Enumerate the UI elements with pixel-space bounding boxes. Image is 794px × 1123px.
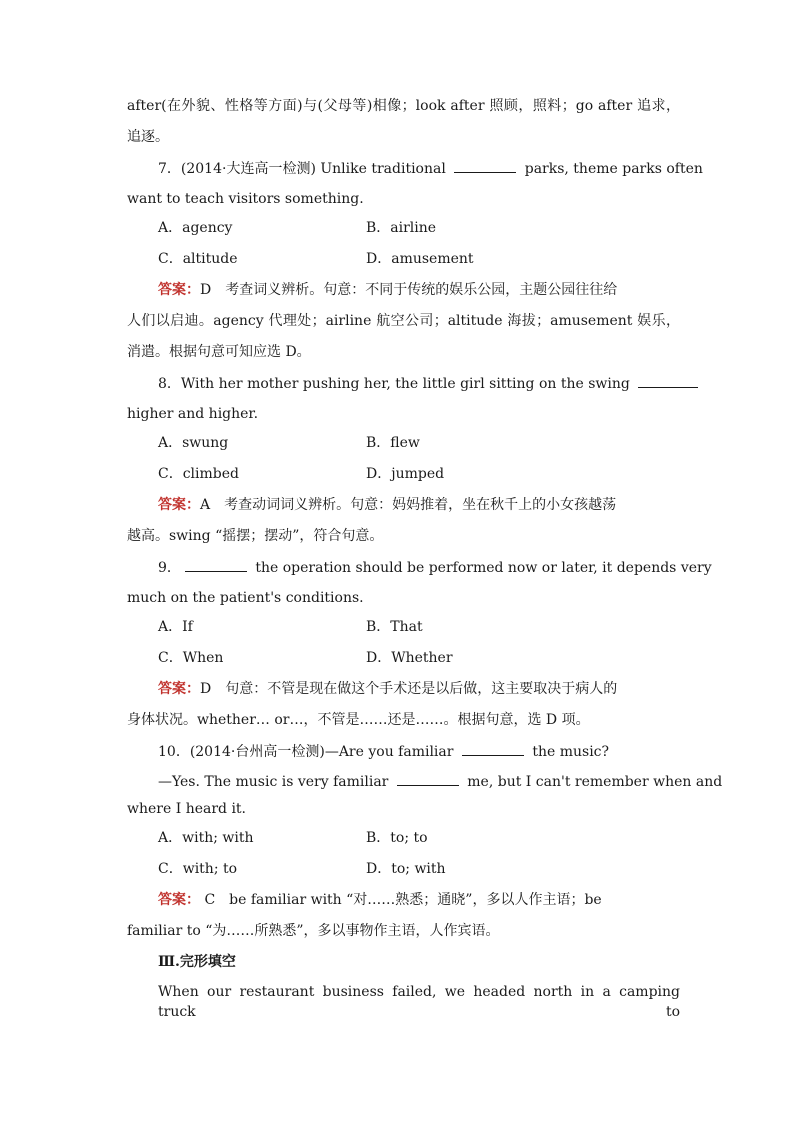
- q7-answer-text-2: 人们以启迪。agency 代理处；airline 航空公司；altitude 海拔；amusement 娱乐，: [127, 313, 680, 329]
- q10-stem-a: 10．(2014·台州高一检测)—Are you familiar: [158, 744, 454, 760]
- q7-blank[interactable]: [454, 158, 516, 173]
- q7-answer: [158, 280, 680, 300]
- q10-stem-d: me, but I can't remember when and: [467, 774, 723, 790]
- q9-option-b[interactable]: B．That: [366, 619, 423, 635]
- q10-answer: [158, 890, 680, 910]
- section-title: Ⅲ.完形填空: [158, 954, 236, 970]
- q9-option-a[interactable]: A．If: [158, 619, 193, 635]
- q7-option-d[interactable]: D．amusement: [366, 251, 474, 267]
- q7-option-a[interactable]: A．agency: [158, 220, 233, 236]
- q8-option-d[interactable]: D．jumped: [366, 466, 445, 482]
- q9-stem: [158, 557, 712, 578]
- intro-line-2: 追逐。: [127, 129, 169, 145]
- q9-blank[interactable]: [185, 557, 247, 572]
- q7-stem: [158, 158, 703, 179]
- q10-stem-cont: where I heard it.: [127, 801, 246, 817]
- q7-option-c[interactable]: C．altitude: [158, 251, 238, 267]
- q7-stem-cont: want to teach visitors something.: [127, 191, 364, 207]
- q10-stem: [158, 741, 680, 762]
- q10-reply: [158, 771, 723, 792]
- q7-option-b[interactable]: B．airline: [366, 220, 437, 236]
- q10-blank-1[interactable]: [462, 741, 524, 756]
- answer-label: 答案：: [158, 892, 200, 908]
- q8-option-a[interactable]: A．swung: [158, 435, 229, 451]
- q8-answer-text-1: A 考查动词词义辨析。句意：妈妈推着，坐在秋千上的小女孩越荡: [200, 497, 617, 513]
- q10-answer-text-2: familiar to “为……所熟悉”，多以事物作主语，人作宾语。: [127, 923, 500, 939]
- q9-stem-cont: much on the patient's conditions.: [127, 590, 364, 606]
- q9-stem-a: 9．: [158, 560, 181, 576]
- q8-answer-text-2: 越高。swing “摇摆；摆动”，符合句意。: [127, 528, 384, 544]
- q10-stem-b: the music?: [532, 744, 610, 760]
- answer-label: 答案：: [158, 681, 200, 697]
- q9-answer-text-2: 身体状况。whether… or…，不管是……还是……。根据句意，选 D 项。: [127, 712, 590, 728]
- section-text-line-1: When our restaurant business failed, we headed north in a camping truck to: [158, 984, 680, 1020]
- q10-option-a[interactable]: A．with; with: [158, 830, 254, 846]
- q10-option-b[interactable]: B．to; to: [366, 830, 428, 846]
- q9-answer-text-1: D 句意：不管是现在做这个手术还是以后做，这主要取决于病人的: [200, 681, 618, 697]
- q8-option-b[interactable]: B．flew: [366, 435, 420, 451]
- q8-stem: [158, 373, 680, 394]
- answer-label: 答案：: [158, 497, 200, 513]
- q8-stem-a: 8．With her mother pushing her, the little girl sitting on the swing: [158, 376, 630, 392]
- q8-option-c[interactable]: C．climbed: [158, 466, 239, 482]
- q8-stem-cont: higher and higher.: [127, 406, 259, 422]
- q10-stem-c: —Yes. The music is very familiar: [158, 774, 389, 790]
- q7-stem-b: parks, theme parks often: [524, 161, 703, 177]
- q10-blank-2[interactable]: [397, 771, 459, 786]
- q9-option-c[interactable]: C．When: [158, 650, 224, 666]
- q7-answer-text-3: 消遣。根据句意可知应选 D。: [127, 344, 311, 360]
- q10-option-d[interactable]: D．to; with: [366, 861, 446, 877]
- q9-answer: [158, 679, 680, 699]
- q10-option-c[interactable]: C．with; to: [158, 861, 238, 877]
- q8-answer: [158, 495, 680, 515]
- q8-blank[interactable]: [638, 373, 698, 388]
- intro-line-1: after(在外貌、性格等方面)与(父母等)相像；look after 照顾，照料；go after 追求，: [127, 98, 680, 114]
- q7-answer-text-1: D 考查词义辨析。句意：不同于传统的娱乐公园，主题公园往往给: [200, 282, 618, 298]
- q9-option-d[interactable]: D．Whether: [366, 650, 453, 666]
- q9-stem-b: the operation should be performed now or later, it depends very: [255, 560, 712, 576]
- answer-label: 答案：: [158, 282, 200, 298]
- q7-stem-a: 7．(2014·大连高一检测) Unlike traditional: [158, 161, 446, 177]
- q10-answer-text-1: C be familiar with “对……熟悉；通晓”，多以人作主语；be: [200, 892, 602, 908]
